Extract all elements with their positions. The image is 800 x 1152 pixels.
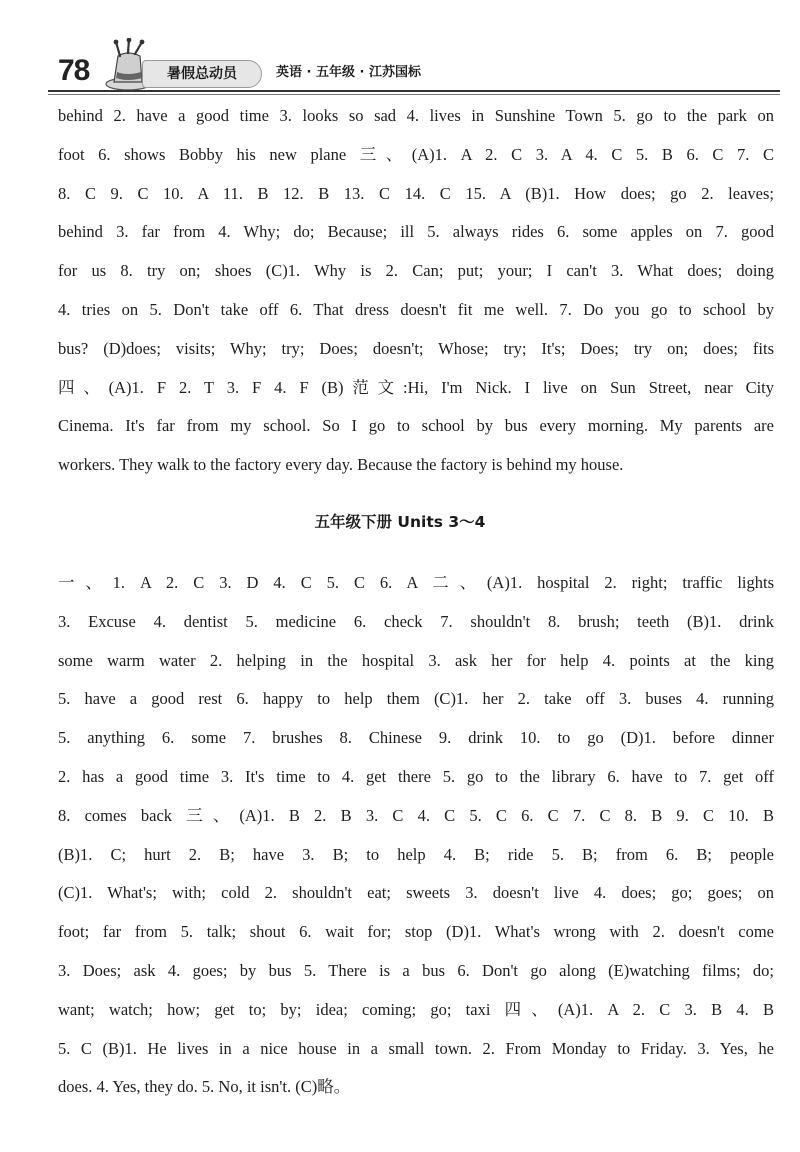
text-line: workers. They walk to the factory every day. Because the factory is behind my house. xyxy=(58,455,624,475)
text-line: 4. tries on 5. Don't take off 6. That dress doesn't fit me well. 7. Do you go to school by xyxy=(58,299,774,319)
text-line: does. 4. Yes, they do. 5. No, it isn't. (C)略。 xyxy=(58,1077,351,1097)
text-line: 四、(A)1. F 2. T 3. F 4. F (B)范文:Hi, I'm Nick. I live on Sun Street, near City xyxy=(58,377,774,397)
answer-block-units-3-4 xyxy=(58,564,774,1107)
text-line: want; watch; how; get to; by; idea; coming; go; taxi 四、(A)1. A 2. C 3. B 4. B xyxy=(58,999,774,1019)
page-header xyxy=(40,52,780,96)
text-line: foot 6. shows Bobby his new plane 三、(A)1. A 2. C 3. A 4. C 5. B 6. C 7. C xyxy=(58,144,774,164)
text-line: 5. anything 6. some 7. brushes 8. Chinese 9. drink 10. to go (D)1. before dinner xyxy=(58,728,774,748)
text-line: 2. has a good time 3. It's time to 4. get there 5. go to the library 6. have to 7. get off xyxy=(58,766,774,786)
text-line: Cinema. It's far from my school. So I go to school by bus every morning. My parents are xyxy=(58,416,774,436)
text-line: (B)1. C; hurt 2. B; have 3. B; to help 4. B; ride 5. B; from 6. B; people xyxy=(58,844,774,864)
text-line: 3. Does; ask 4. goes; by bus 5. There is a bus 6. Don't go along (E)watching films; do; xyxy=(58,960,774,980)
text-line: 3. Excuse 4. dentist 5. medicine 6. check 7. shouldn't 8. brush; teeth (B)1. drink xyxy=(58,611,774,631)
text-line: 8. comes back 三、(A)1. B 2. B 3. C 4. C 5. C 6. C 7. C 8. B 9. C 10. B xyxy=(58,805,774,825)
text-line: bus? (D)does; visits; Why; try; Does; doesn't; Whose; try; It's; Does; try on; does; fits xyxy=(58,338,774,358)
section-title: 五年级下册 Units 3～4 xyxy=(314,513,486,531)
text-line: for us 8. try on; shoes (C)1. Why is 2. Can; put; your; I can't 3. What does; doing xyxy=(58,261,774,281)
page-number: 78 xyxy=(58,54,90,87)
text-line: 5. C (B)1. He lives in a nice house in a small town. 2. From Monday to Friday. 3. Yes, he xyxy=(58,1038,774,1058)
text-line: behind 2. have a good time 3. looks so sad 4. lives in Sunshine Town 5. go to the park on xyxy=(58,106,774,125)
text-line: some warm water 2. helping in the hospital 3. ask her for help 4. points at the king xyxy=(58,650,774,670)
header-divider xyxy=(48,90,780,92)
header-divider-thin xyxy=(48,94,780,95)
text-line: foot; far from 5. talk; shout 6. wait for; stop (D)1. What's wrong with 2. doesn't come xyxy=(58,922,774,942)
text-line: 5. have a good rest 6. happy to help them (C)1. her 2. take off 3. buses 4. running xyxy=(58,689,774,709)
subject-label: 英语 · 五年级 · 江苏国标 xyxy=(276,65,421,80)
answer-block-previous-unit xyxy=(58,97,774,485)
book-title: 暑假总动员 xyxy=(142,60,262,88)
text-line: 一、1. A 2. C 3. D 4. C 5. C 6. A 二、(A)1. hospital 2. right; traffic lights xyxy=(58,573,774,592)
text-line: 8. C 9. C 10. A 11. B 12. B 13. C 14. C 15. A (B)1. How does; go 2. leaves; xyxy=(58,183,774,203)
text-line: behind 3. far from 4. Why; do; Because; ill 5. always rides 6. some apples on 7. good xyxy=(58,222,774,242)
text-line: (C)1. What's; with; cold 2. shouldn't eat; sweets 3. doesn't live 4. does; go; goes; on xyxy=(58,883,774,903)
